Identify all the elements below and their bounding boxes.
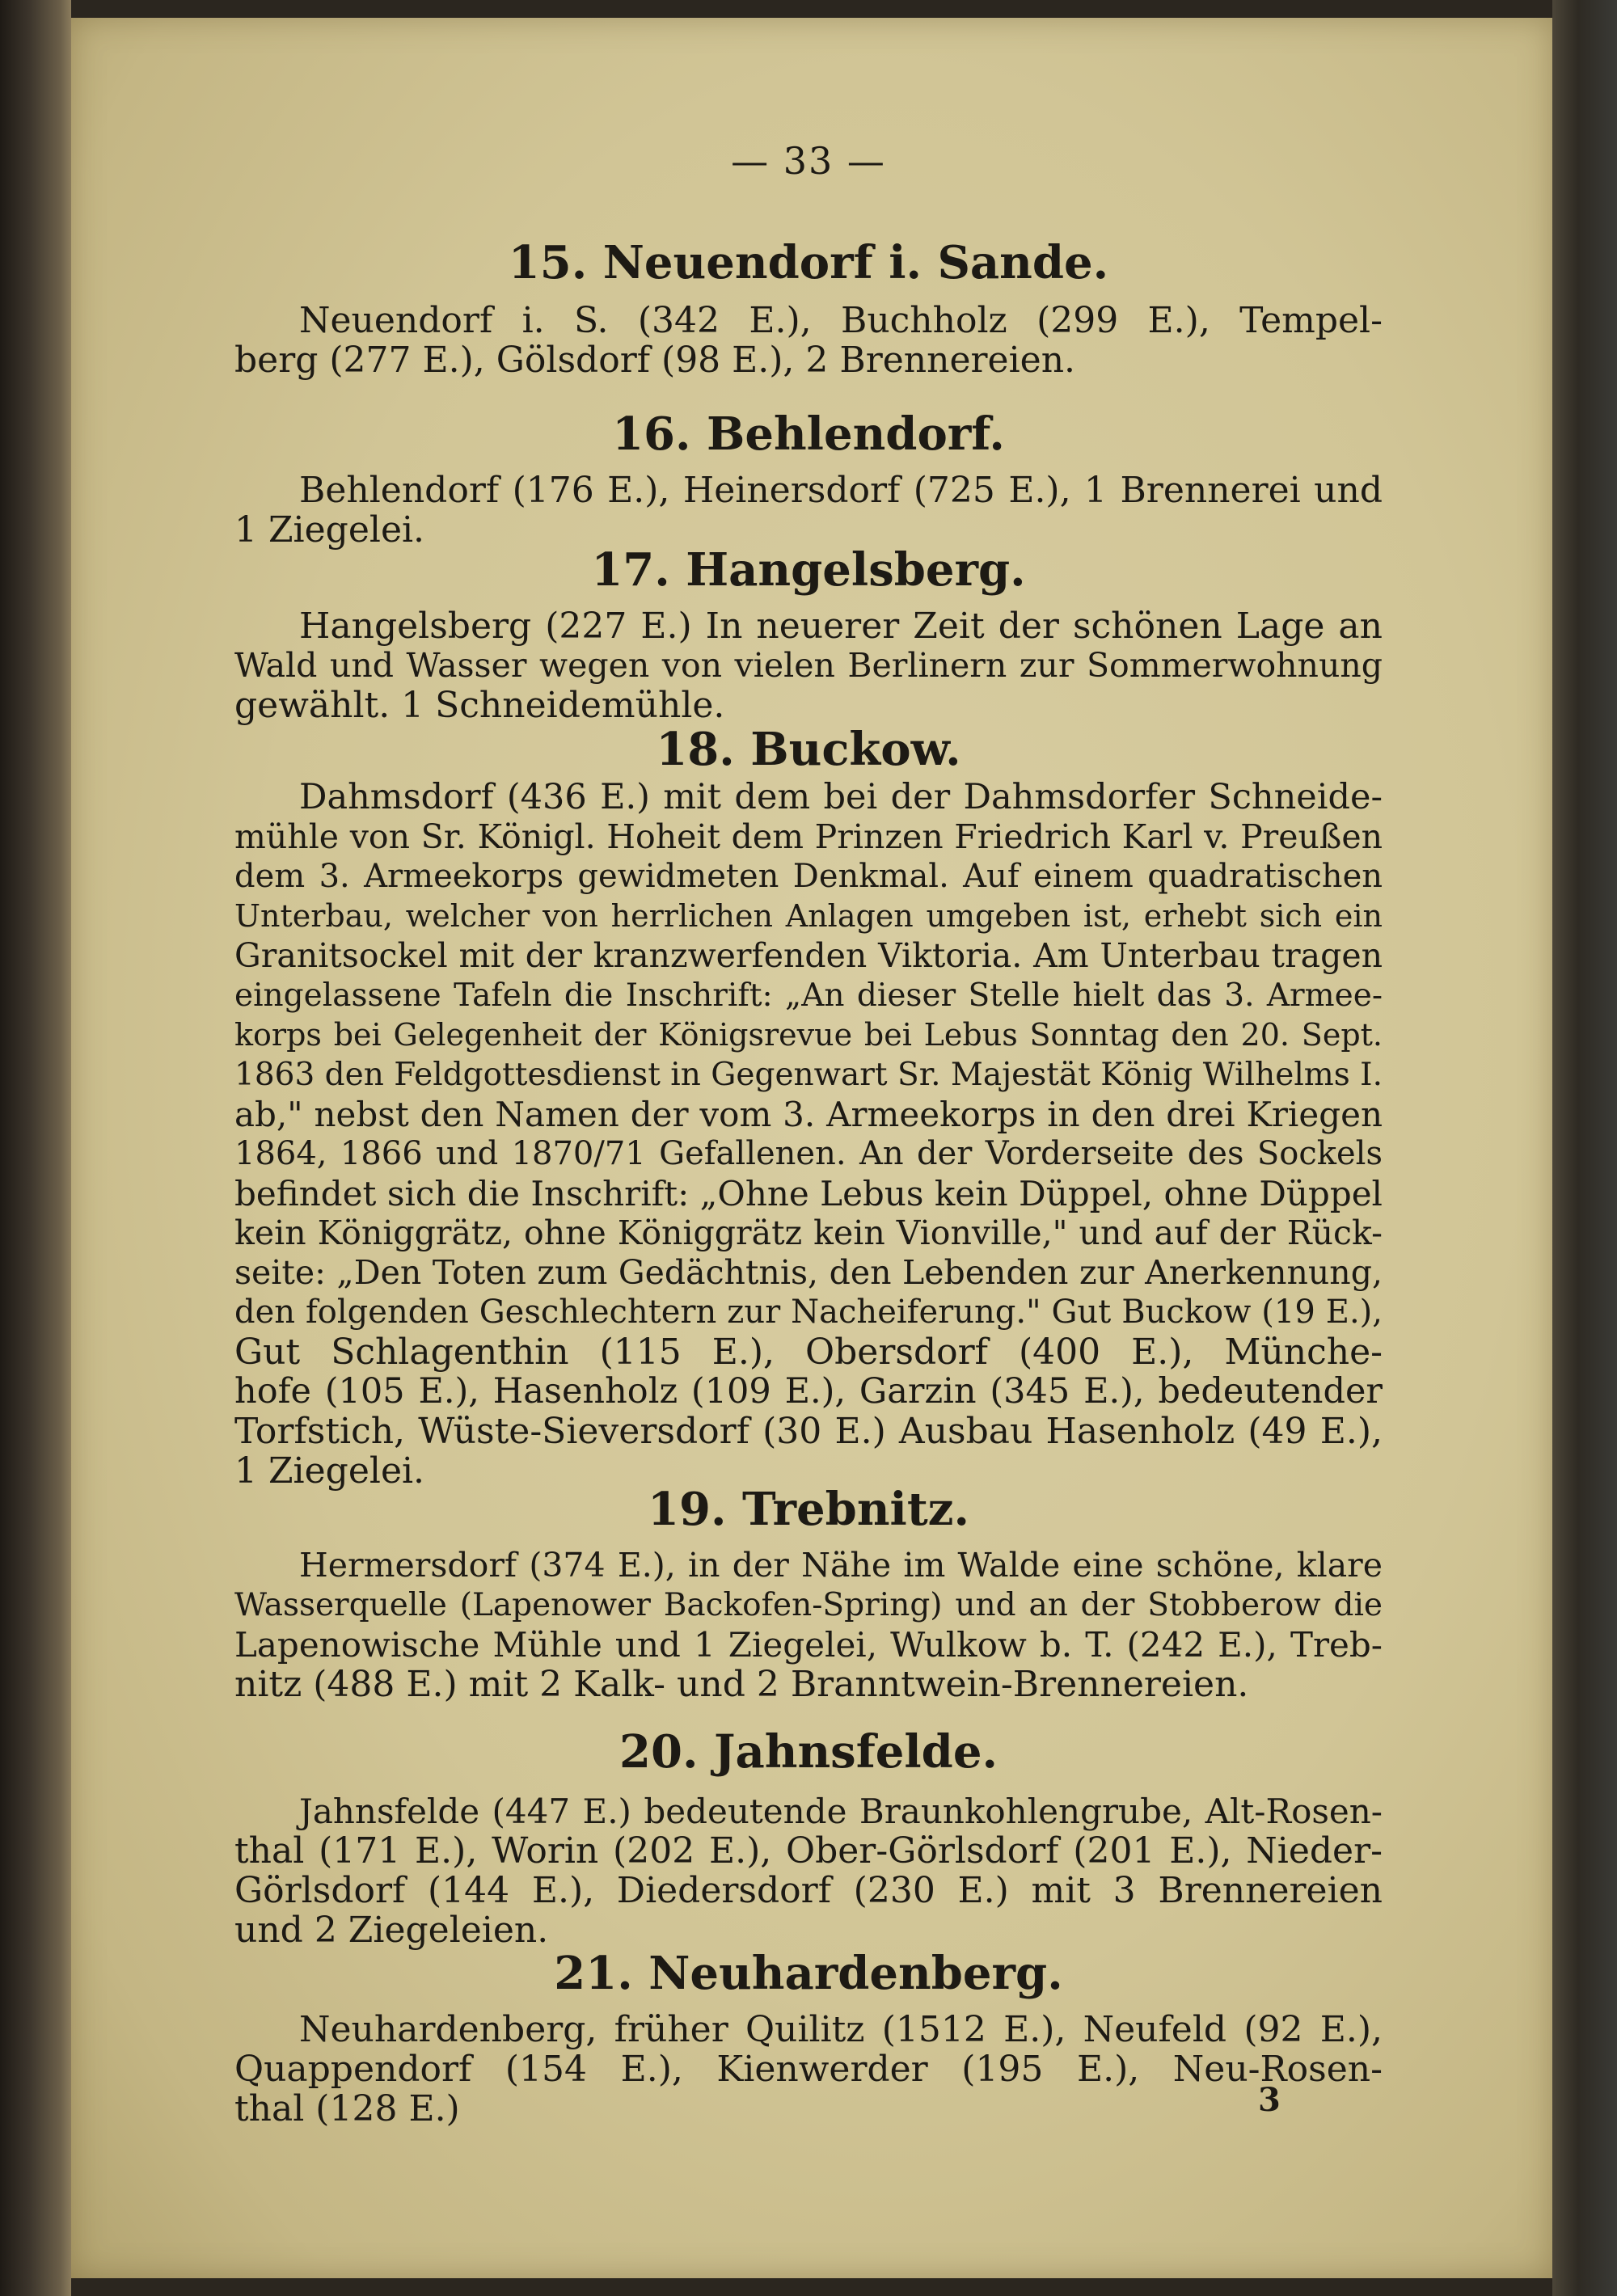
text-line: korps bei Gelegenheit der Königsrevue bei Lebus Sonntag den 20. Sept.	[234, 1017, 1383, 1053]
text-line: den folgenden Geschlechtern zur Nacheiferung." Gut Buckow (19 E.),	[234, 1294, 1383, 1331]
section-heading-15: 15. Neuendorf i. Sande.	[508, 236, 1109, 289]
text-line: Neuhardenberg, früher Quilitz (1512 E.), Neufeld (92 E.),	[299, 2009, 1383, 2050]
book-page	[71, 18, 1552, 2278]
book-cover-edge	[1552, 0, 1617, 2296]
text-line: Hermersdorf (374 E.), in der Nähe im Walde eine schöne, klare	[299, 1546, 1383, 1585]
section-paragraph-15	[234, 301, 1383, 380]
section-heading-17: 17. Hangelsberg.	[591, 543, 1026, 597]
page-footer-number: 3	[1258, 2081, 1281, 2119]
section-paragraph-20	[234, 1792, 1383, 1950]
text-line: hofe (105 E.), Hasenholz (109 E.), Garzin (345 E.), bedeutender	[234, 1371, 1383, 1412]
text-line: gewählt. 1 Schneidemühle.	[234, 685, 725, 726]
text-line: seite: „Den Toten zum Gedächtnis, den Lebenden zur Anerkennung,	[234, 1253, 1383, 1292]
text-line: Granitsockel mit der kranzwerfenden Viktoria. Am Unterbau tragen	[234, 936, 1383, 975]
text-line: thal (171 E.), Worin (202 E.), Ober-Görlsdorf (201 E.), Nieder-	[234, 1830, 1383, 1872]
text-line: Hangelsberg (227 E.) In neuerer Zeit der schönen Lage an	[299, 606, 1383, 647]
section-heading-18: 18. Buckow.	[656, 723, 961, 776]
text-line: mühle von Sr. Königl. Hoheit dem Prinzen Friedrich Karl v. Preußen	[234, 817, 1383, 856]
section-heading-21: 21. Neuhardenberg.	[554, 1947, 1063, 2000]
text-line: dem 3. Armeekorps gewidmeten Denkmal. Auf einem quadratischen	[234, 858, 1383, 895]
text-line: Jahnsfelde (447 E.) bedeutende Braunkohlengrube, Alt-Rosen-	[299, 1792, 1383, 1831]
text-line: Wasserquelle (Lapenower Backofen-Spring) und an der Stobberow die	[234, 1587, 1383, 1623]
text-line: thal (128 E.)	[234, 2088, 460, 2129]
book-spine	[0, 0, 71, 2296]
text-line: nitz (488 E.) mit 2 Kalk- und 2 Branntwein-Brennereien.	[234, 1664, 1249, 1705]
section-heading-19: 19. Trebnitz.	[648, 1483, 969, 1536]
text-line: Dahmsdorf (436 E.) mit dem bei der Dahmsdorfer Schneide-	[299, 777, 1383, 817]
text-line: Gut Schlagenthin (115 E.), Obersdorf (400 E.), Münche-	[234, 1332, 1383, 1373]
text-line: befindet sich die Inschrift: „Ohne Lebus kein Düppel, ohne Düppel	[234, 1174, 1383, 1213]
section-paragraph-17	[234, 606, 1383, 725]
text-line: Torfstich, Wüste-Sieversdorf (30 E.) Ausbau Hasenholz (49 E.),	[234, 1411, 1383, 1452]
text-line: 1 Ziegelei.	[234, 1450, 425, 1492]
text-line: Quappendorf (154 E.), Kienwerder (195 E.), Neu-Rosen-	[234, 2049, 1383, 2090]
text-line: ab," nebst den Namen der vom 3. Armeekorps in den drei Kriegen	[234, 1095, 1383, 1134]
text-line: 1864, 1866 und 1870/71 Gefallenen. An der Vorderseite des Sockels	[234, 1135, 1383, 1172]
section-paragraph-21	[234, 2010, 1383, 2129]
text-line: Unterbau, welcher von herrlichen Anlagen umgeben ist, erhebt sich ein	[234, 898, 1383, 934]
text-line: Lapenowische Mühle und 1 Ziegelei, Wulkow b. T. (242 E.), Treb-	[234, 1625, 1383, 1665]
text-line: Wald und Wasser wegen von vielen Berlinern zur Sommerwohnung	[234, 646, 1383, 685]
section-paragraph-16	[234, 471, 1383, 550]
text-line: berg (277 E.), Gölsdorf (98 E.), 2 Brennereien.	[234, 340, 1076, 381]
text-line: Behlendorf (176 E.), Heinersdorf (725 E.), 1 Brennerei und	[299, 470, 1383, 511]
text-line: eingelassene Tafeln die Inschrift: „An dieser Stelle hielt das 3. Armee-	[234, 977, 1383, 1014]
section-heading-20: 20. Jahnsfelde.	[619, 1725, 998, 1779]
page-header-number: — 33 —	[731, 139, 886, 183]
section-heading-16: 16. Behlendorf.	[612, 407, 1005, 461]
section-paragraph-18	[234, 778, 1383, 1491]
section-paragraph-19	[234, 1546, 1383, 1704]
text-line: und 2 Ziegeleien.	[234, 1910, 549, 1951]
text-line: Görlsdorf (144 E.), Diedersdorf (230 E.) mit 3 Brennereien	[234, 1870, 1383, 1911]
text-line: 1863 den Feldgottesdienst in Gegenwart Sr. Majestät König Wilhelms I.	[234, 1057, 1383, 1093]
text-line: 1 Ziegelei.	[234, 509, 425, 551]
text-line: Neuendorf i. S. (342 E.), Buchholz (299 E.), Tempel-	[299, 300, 1383, 341]
text-line: kein Königgrätz, ohne Königgrätz kein Vionville," und auf der Rück-	[234, 1213, 1383, 1252]
